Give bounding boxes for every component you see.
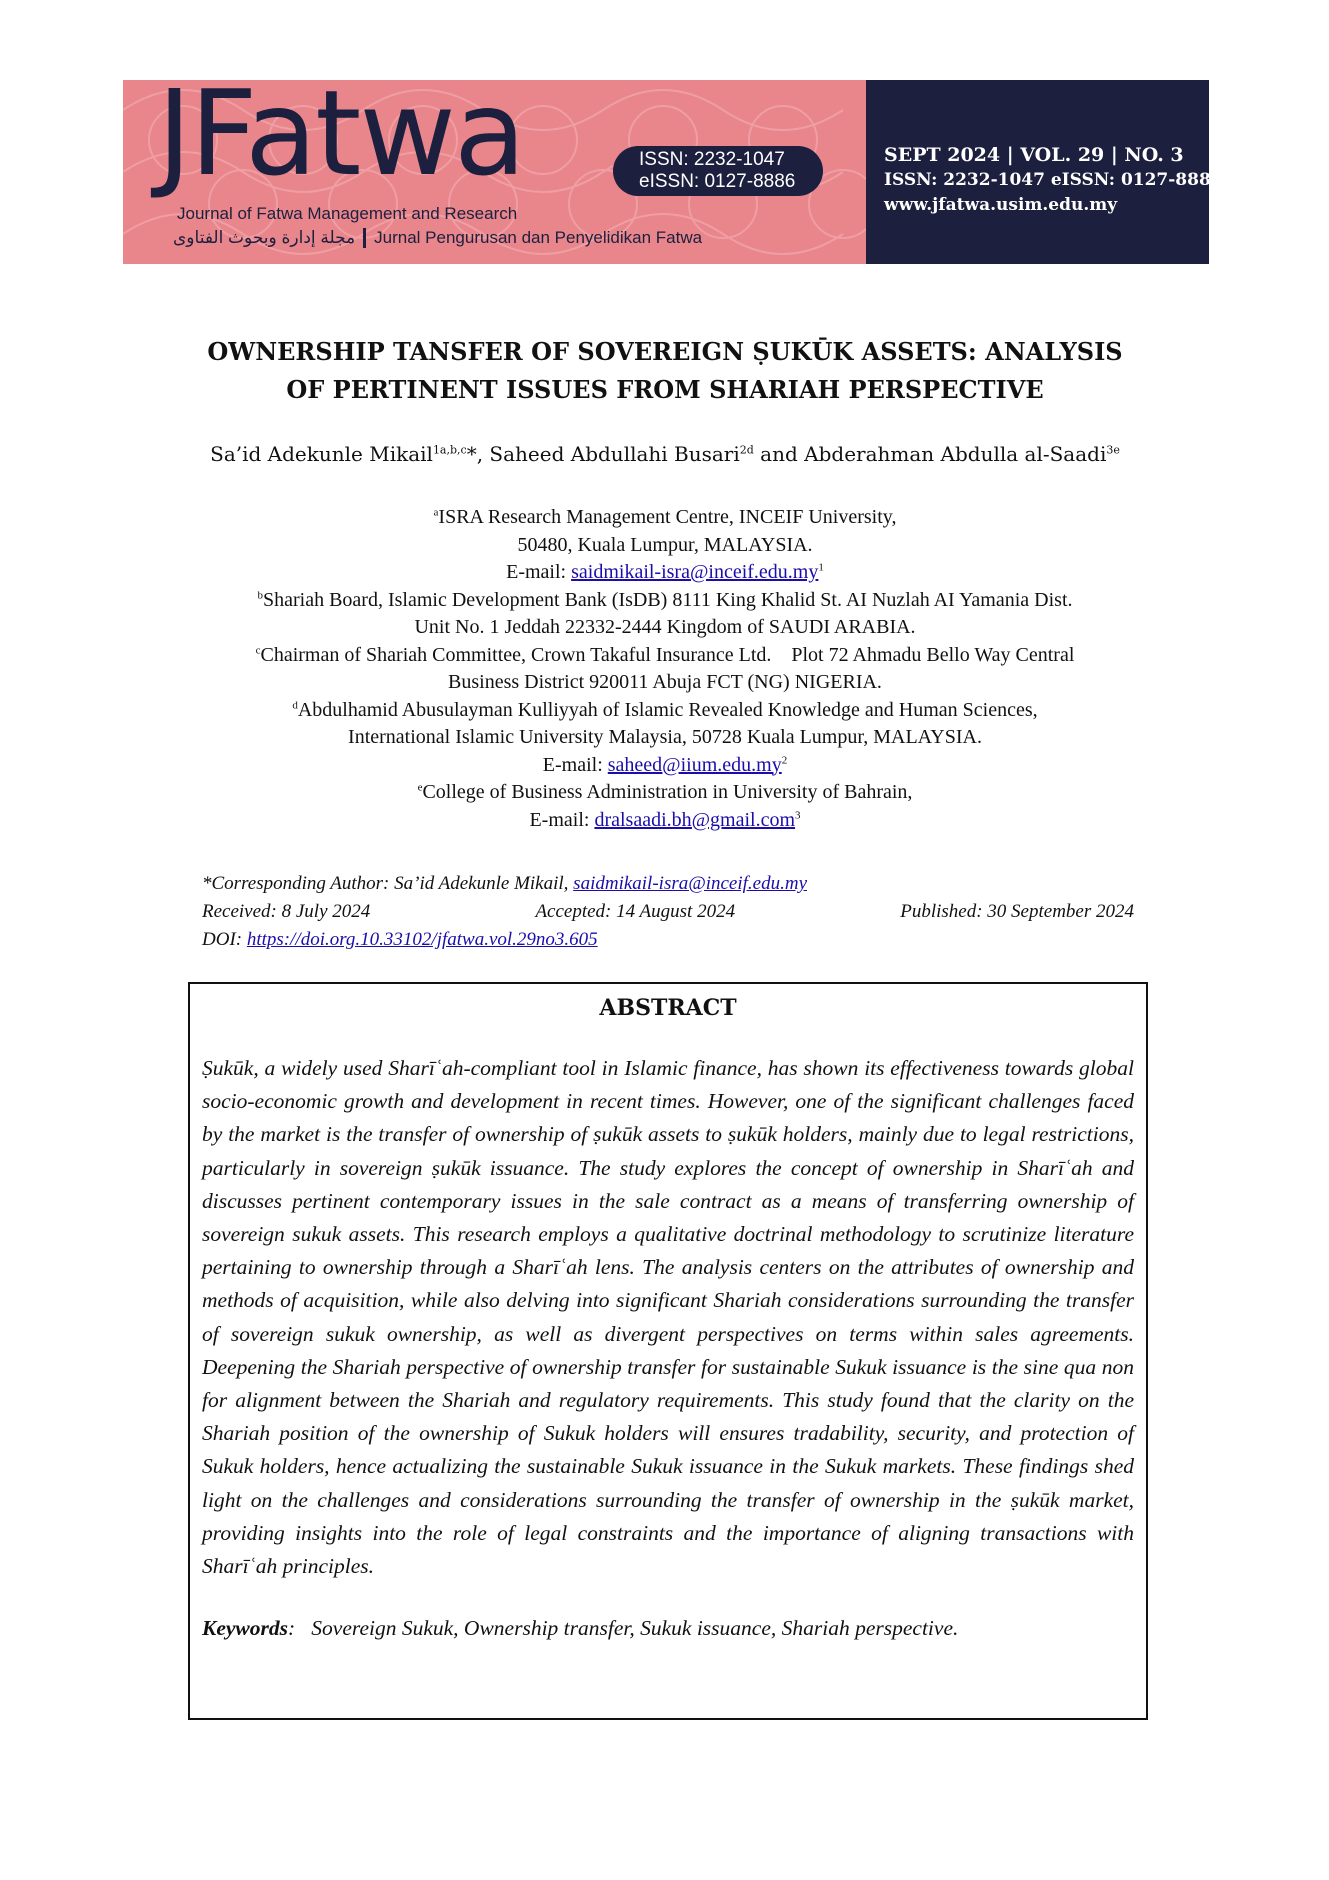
abstract-heading: ABSTRACT (599, 995, 737, 1021)
malay-journal-name: Jurnal Pengurusan dan Penyelidikan Fatwa (374, 228, 703, 247)
affiliation-b-sup: b (257, 588, 263, 601)
affiliation-c-sup: c (255, 643, 261, 656)
arabic-journal-name: مجلة إدارة وبحوث الفتاوى (173, 228, 356, 247)
title-line-2: OF PERTINENT ISSUES FROM SHARIAH PERSPECTIVE (286, 375, 1044, 404)
received-date: Received: 8 July 2024 (202, 901, 371, 922)
affiliation-a-email-row (150, 559, 1180, 587)
affiliation-d-sup: d (292, 698, 298, 711)
affiliation-a-line2: 50480, Kuala Lumpur, MALAYSIA. (517, 533, 813, 556)
abstract-text: Ṣukūk, a widely used Sharīʿah-compliant tool in Islamic finance, has shown its effectiveness towards global socio-economic growth and development in recent times. However, one of the significant challenges faced by the market is the transfer of ownership of ṣukūk assets to ṣukūk holders, mainly due to legal restrictions, particularly in sovereign ṣukūk issuance. The study explores the concept of ownership in Sharīʿah and discusses pertinent contemporary issues in the sale contract as a means of transferring ownership of sovereign sukuk assets. This research employs a qualitative doctrinal methodology to scrutinize literature pertaining to ownership through a Sharīʿah lens. The analysis centers on the attributes of ownership and methods of acquisition, while also delving into significant Shariah considerations surrounding the transfer of sovereign sukuk ownership, as well as divergent perspectives on terms within sales agreements. Deepening the Shariah perspective of ownership transfer for sustainable Sukuk issuance is the sine qua non for alignment between the Shariah and regulatory requirements. This study found that the clarity on the Shariah position of the ownership of Sukuk holders will ensures tradability, security, and protection of Sukuk holders, hence actualizing the sustainable Sukuk issuance in the Sukuk markets. These findings shed light on the challenges and considerations surrounding the transfer of ownership in the ṣukūk market, providing insights into the role of legal constraints and the importance of aligning transactions with Sharīʿah principles. (202, 1056, 1134, 1579)
doi-label: DOI: (202, 929, 247, 950)
author-1: Sa’id Adekunle Mikail (210, 442, 433, 466)
affiliation-b-text: Shariah Board, Islamic Development Bank (IsDB) 8111 King Khalid St. AI Nuzlah AI Yamania Dist. (262, 588, 1073, 611)
affiliation-c-line1 (150, 642, 1180, 670)
author-2-sup: 2d (739, 443, 754, 457)
email-2-sup: 2 (781, 753, 788, 766)
email-link-2[interactable]: saheed@iium.edu.my (607, 753, 782, 776)
email-3-sup: 3 (795, 808, 801, 821)
affiliation-e-email-row (150, 807, 1180, 835)
email-1-sup: 1 (818, 561, 824, 574)
author-2: Saheed Abdullahi Busari (489, 442, 740, 466)
author-1-sup: 1a,b,c (432, 443, 467, 457)
journal-subtitle-row (173, 228, 702, 248)
issn-badge-issn: ISSN: 2232-1047 (639, 149, 785, 170)
email-label: E-mail: (506, 561, 572, 583)
affiliation-e-text: College of Business Administration in University of Bahrain, (422, 781, 913, 803)
issn-badge (613, 146, 823, 196)
article-dates (202, 898, 1134, 926)
affiliation-e-line1 (150, 779, 1180, 807)
affiliation-d-line2: International Islamic University Malaysia, 50728 Kuala Lumpur, MALAYSIA. (348, 726, 982, 748)
affiliation-c-text: Chairman of Shariah Committee, Crown Takaful Insurance Ltd. Plot 72 Ahmadu Bello Way Central (260, 643, 1075, 666)
issn-badge-eissn: eISSN: 0127-8886 (639, 171, 796, 192)
author-3: Abderahman Abdulla al-Saadi (804, 442, 1107, 466)
keywords-colon: : (288, 1616, 312, 1641)
banner-logo-panel (123, 80, 866, 264)
keywords-list: Sovereign Sukuk, Ownership transfer, Sukuk issuance, Shariah perspective. (311, 1616, 959, 1641)
email-link-3[interactable]: dralsaadi.bh@gmail.com (594, 808, 796, 831)
affiliation-d-text: Abdulhamid Abusulayman Kulliyyah of Islamic Revealed Knowledge and Human Sciences, (297, 698, 1038, 721)
abstract-box (188, 982, 1148, 1720)
corresponding-author (202, 870, 1134, 898)
email-link-1[interactable]: saidmikail-isra@inceif.edu.my (571, 561, 819, 583)
affiliation-e-sup: e (417, 781, 423, 794)
published-date: Published: 30 September 2024 (900, 901, 1134, 922)
journal-banner (123, 80, 1223, 264)
corresponding-label: *Corresponding Author: Sa’id Adekunle Mikail, (202, 873, 574, 894)
keywords-row (202, 1613, 1134, 1643)
affiliation-c-line2: Business District 920011 Abuja FCT (NG) NIGERIA. (448, 671, 882, 693)
issue-info: SEPT 2024 | VOL. 29 | NO. 3 (884, 144, 1184, 166)
affiliation-a-text: ISRA Research Management Centre, INCEIF University, (438, 506, 897, 528)
email-label: E-mail: (529, 808, 595, 831)
accepted-date: Accepted: 14 August 2024 (535, 901, 736, 922)
affiliation-a-sup: a (433, 506, 439, 519)
author-sep-1: *, (466, 442, 490, 466)
keywords-label: Keywords (202, 1616, 288, 1641)
doi-row (202, 926, 1134, 954)
affiliation-a-line1 (150, 504, 1180, 532)
issn-info: ISSN: 2232-1047 eISSN: 0127-8886 (884, 170, 1223, 190)
affiliation-b-line1 (150, 587, 1180, 615)
banner-issue-panel (866, 80, 1223, 264)
author-list (120, 440, 1210, 468)
affiliation-b-line2: Unit No. 1 Jeddah 22332-2444 Kingdom of SAUDI ARABIA. (414, 616, 916, 638)
email-label: E-mail: (542, 753, 608, 776)
subtitle-divider (363, 228, 366, 248)
journal-logo: JFatwa (157, 80, 525, 202)
author-sep-2: and (753, 442, 805, 466)
article-meta (202, 870, 1134, 954)
corresponding-email-link[interactable]: saidmikail-isra@inceif.edu.my (573, 873, 807, 894)
doi-link[interactable]: https://doi.org.10.33102/jfatwa.vol.29no3.605 (246, 929, 598, 950)
author-3-sup: 3e (1106, 443, 1120, 457)
journal-name: Journal of Fatwa Management and Research (177, 204, 518, 223)
affiliations (150, 504, 1180, 834)
journal-website[interactable]: www.jfatwa.usim.edu.my (884, 195, 1118, 215)
affiliation-d-email-row (150, 752, 1180, 780)
title-line-1: OWNERSHIP TANSFER OF SOVEREIGN ṢUKŪK ASSETS: ANALYSIS (207, 337, 1123, 366)
paper-title (150, 333, 1180, 409)
affiliation-d-line1 (150, 697, 1180, 725)
